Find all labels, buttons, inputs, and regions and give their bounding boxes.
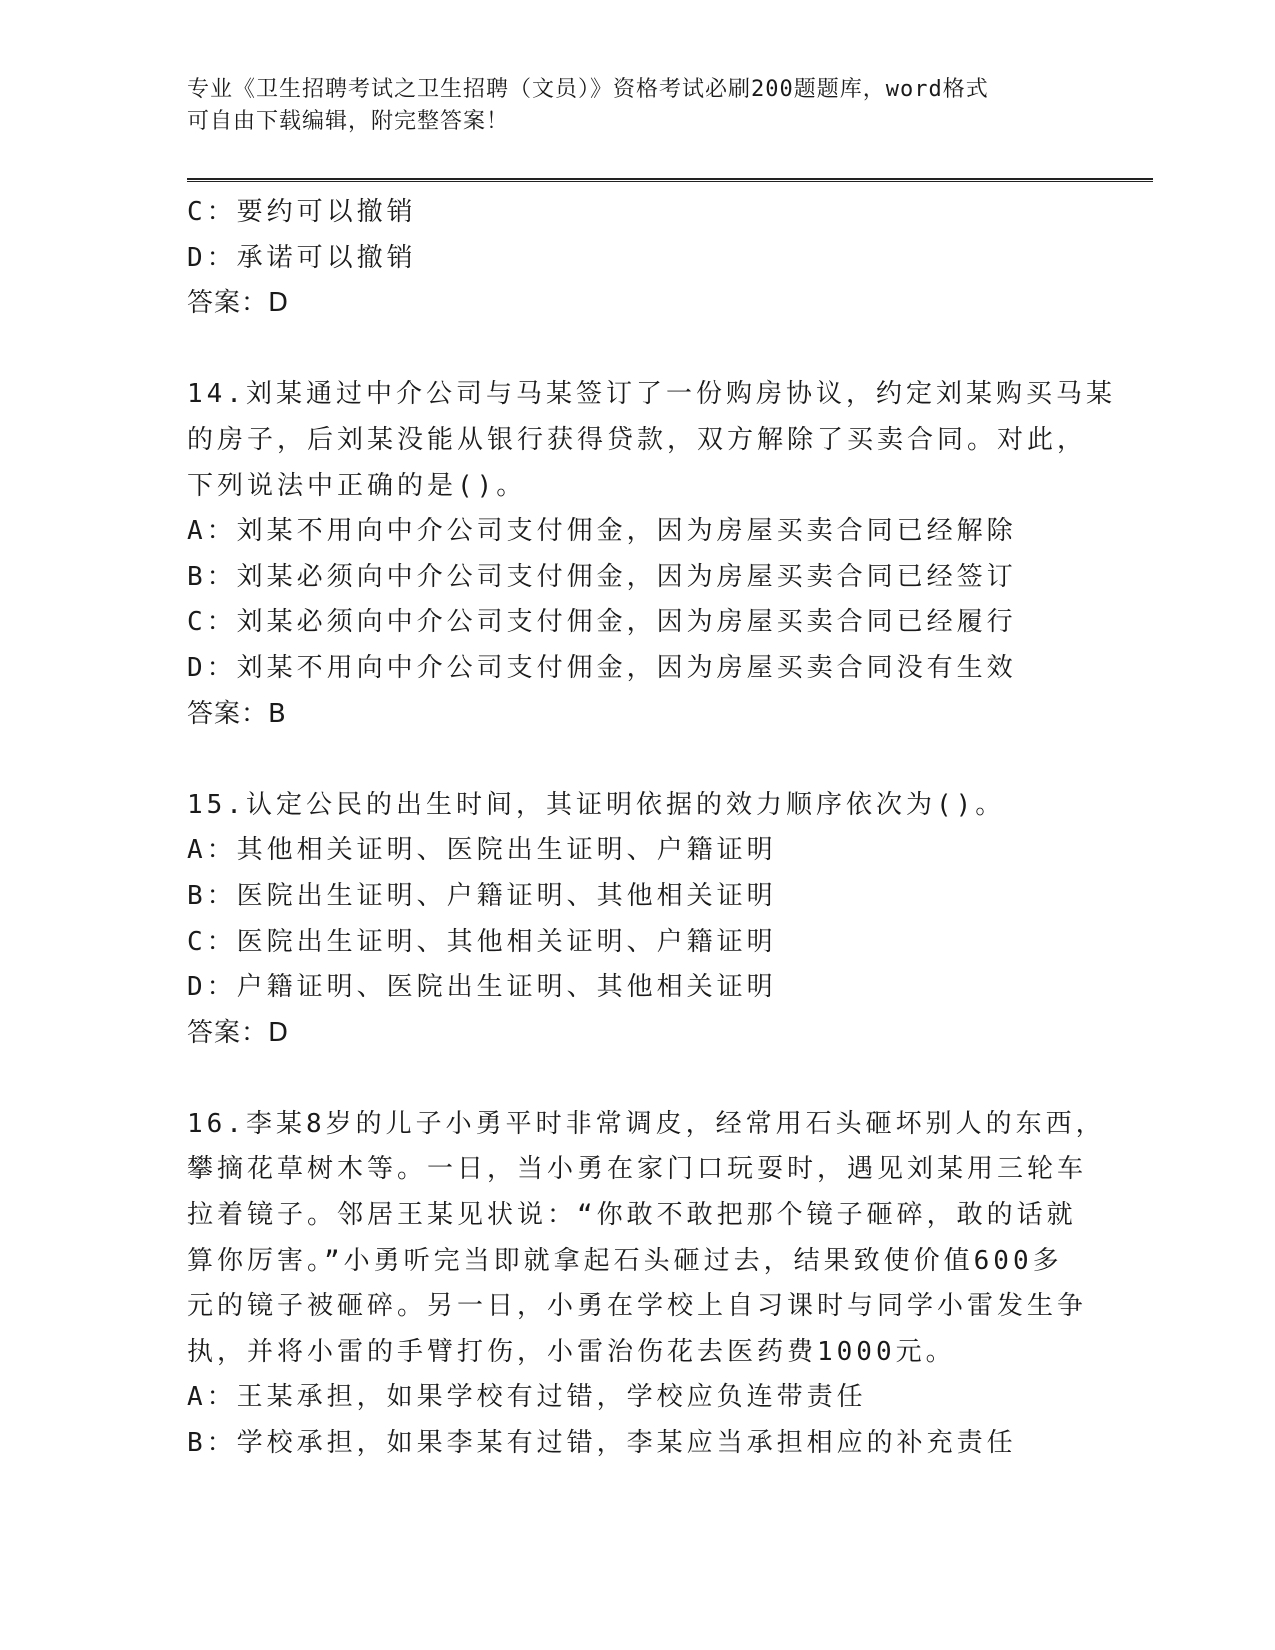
question-13 [187, 190, 1087, 327]
option-a: A：王某承担，如果学校有过错，学校应负连带责任 [187, 1382, 867, 1413]
question-stem-line: 执，并将小雷的手臂打伤，小雷治伤花去医药费1000元。 [187, 1336, 956, 1367]
spacer [187, 327, 1087, 373]
question-14 [187, 372, 1116, 737]
option-d: D：刘某不用向中介公司支付佣金，因为房屋买卖合同没有生效 [187, 652, 1017, 683]
question-stem-line: 算你厉害。”小勇听完当即就拿起石头砸过去，结果致使价值600多 [187, 1245, 1063, 1276]
header-divider [187, 178, 1153, 182]
question-stem-line: 的房子，后刘某没能从银行获得贷款，双方解除了买卖合同。对此， [187, 424, 1088, 455]
option-d: D：承诺可以撤销 [187, 242, 417, 273]
option-c: C：要约可以撤销 [187, 197, 417, 227]
option-c: C：刘某必须向中介公司支付佣金，因为房屋买卖合同已经履行 [187, 607, 1017, 638]
question-stem-line: 元的镜子被砸碎。另一日，小勇在学校上自习课时与同学小雷发生争 [187, 1291, 1088, 1322]
document-header [187, 74, 1087, 138]
question-15 [187, 783, 1087, 1057]
option-b: B：刘某必须向中介公司支付佣金，因为房屋买卖合同已经签订 [187, 561, 1017, 592]
option-a: A：刘某不用向中介公司支付佣金，因为房屋买卖合同已经解除 [187, 516, 1017, 547]
option-b: B：学校承担，如果李某有过错，李某应当承担相应的补充责任 [187, 1428, 1017, 1459]
spacer [187, 737, 1087, 783]
header-line-2: 可自由下载编辑，附完整答案！ [187, 109, 510, 134]
question-stem-line: 攀摘花草树木等。一日，当小勇在家门口玩耍时，遇见刘某用三轮车 [187, 1154, 1088, 1185]
option-a: A：其他相关证明、医院出生证明、户籍证明 [187, 835, 777, 866]
question-16 [187, 1102, 1106, 1467]
option-d: D：户籍证明、医院出生证明、其他相关证明 [187, 972, 777, 1003]
option-b: B：医院出生证明、户籍证明、其他相关证明 [187, 880, 777, 911]
header-line-1: 专业《卫生招聘考试之卫生招聘（文员）》资格考试必刷200题题库，word格式 [187, 77, 989, 102]
answer-line: 答案：B [187, 698, 287, 729]
spacer [187, 1056, 1087, 1102]
question-content [187, 190, 1116, 1467]
option-c: C：医院出生证明、其他相关证明、户籍证明 [187, 926, 777, 957]
answer-line: 答案：D [187, 288, 290, 319]
question-stem-line: 15.认定公民的出生时间，其证明依据的效力顺序依次为()。 [187, 789, 1006, 820]
question-stem-line: 14.刘某通过中介公司与马某签订了一份购房协议，约定刘某购买马某 [187, 379, 1116, 410]
question-stem-line: 下列说法中正确的是()。 [187, 470, 527, 501]
question-stem-line: 拉着镜子。邻居王某见状说：“你敢不敢把那个镜子砸碎，敢的话就 [187, 1200, 1077, 1231]
answer-line: 答案：D [187, 1017, 290, 1048]
question-stem-line: 16.李某8岁的儿子小勇平时非常调皮，经常用石头砸坏别人的东西， [187, 1108, 1106, 1139]
